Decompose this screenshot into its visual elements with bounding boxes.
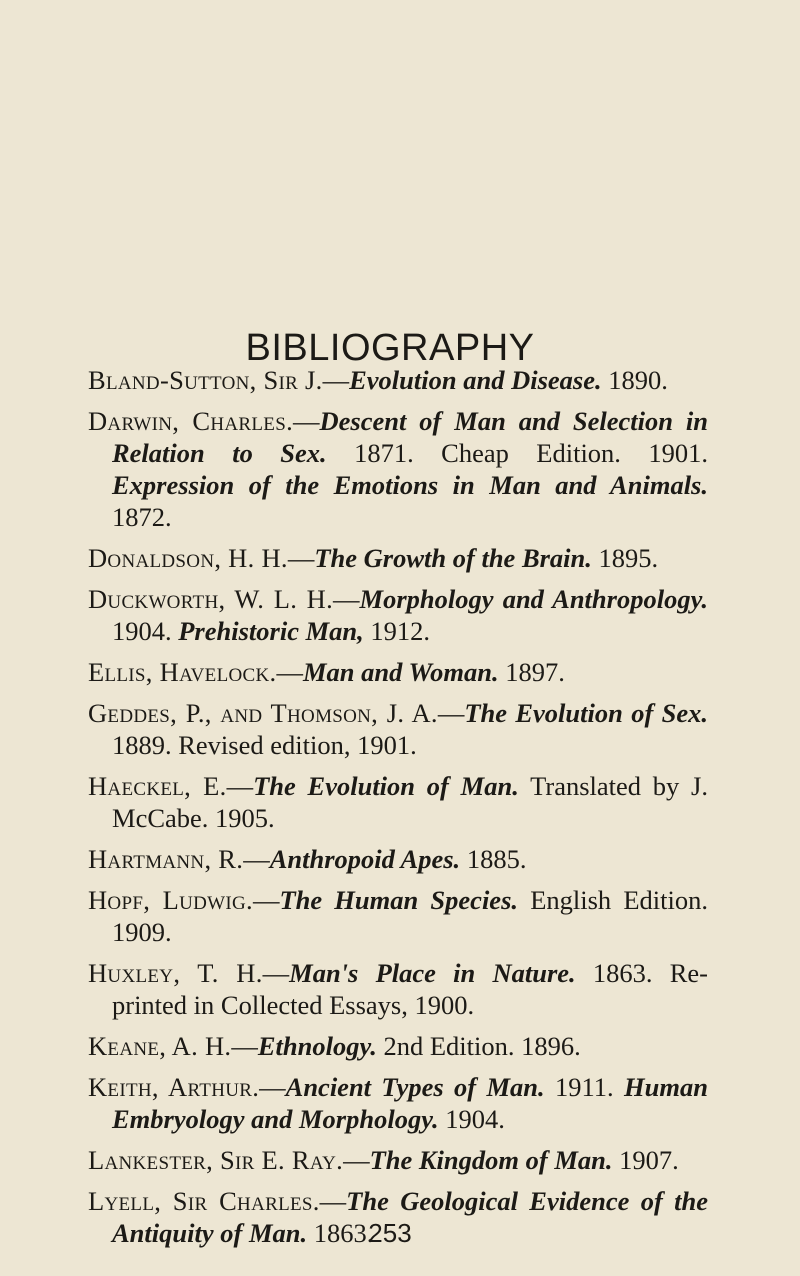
- em-dash-separator: [288, 543, 315, 573]
- entry-author: Huxley, T. H.: [88, 958, 263, 988]
- em-dash-separator: [276, 657, 303, 687]
- bibliography-entry: [88, 1030, 708, 1062]
- entry-title: The Evolution of Man.: [253, 771, 519, 801]
- entry-details: 1895.: [591, 543, 659, 573]
- entry-author: Bland-Sutton, Sir J.: [88, 365, 323, 395]
- entry-author: Geddes, P., and Thomson, J. A.: [88, 698, 438, 728]
- entry-details: 1885.: [460, 844, 527, 874]
- entry-title: Anthropoid Apes.: [269, 844, 461, 874]
- entry-title: Prehistoric Man,: [178, 616, 364, 646]
- entry-title: Descent of Man and Selection in Relation to Sex.: [112, 406, 708, 468]
- entry-author: Donaldson, H. H.: [88, 543, 288, 573]
- entry-author: Haeckel, E.: [88, 771, 227, 801]
- entry-author: Hopf, Ludwig.: [88, 885, 253, 915]
- entry-title: Ethnology.: [257, 1031, 377, 1061]
- entry-title: The Human Species.: [279, 885, 519, 915]
- entry-details: 1907.: [612, 1145, 679, 1175]
- em-dash-separator: [323, 365, 350, 395]
- entry-details: English Edition. 1909.: [112, 885, 708, 947]
- entry-title: The Evolution of Sex.: [464, 698, 708, 728]
- entry-title: Man and Woman.: [302, 657, 499, 687]
- page-heading: BIBLIOGRAPHY: [245, 327, 535, 370]
- entry-author: Duckworth, W. L. H.: [88, 584, 333, 614]
- em-dash-separator: [438, 698, 465, 728]
- bibliography-entry: [88, 405, 708, 533]
- bibliography-entry: [88, 957, 708, 1021]
- entry-details: 1863.: [307, 1218, 374, 1248]
- bibliography-entry: [88, 364, 708, 396]
- entry-details: 1904.: [438, 1104, 505, 1134]
- entry-title: Human Embryology and Morphology.: [112, 1072, 708, 1134]
- em-dash-separator: [227, 771, 254, 801]
- entry-title: Ancient Types of Man.: [285, 1072, 545, 1102]
- entry-title: The Geological Evidence of the Antiquity of Man.: [112, 1186, 708, 1248]
- bibliography-entry: [88, 843, 708, 875]
- entry-details: 2nd Edition. 1896.: [376, 1031, 581, 1061]
- entry-title: Expression of the Emotions in Man and Animals.: [112, 470, 708, 500]
- entry-title: The Growth of the Brain.: [314, 543, 592, 573]
- entry-author: Keith, Arthur.: [88, 1072, 260, 1102]
- em-dash-separator: [320, 1186, 347, 1216]
- em-dash-separator: [243, 844, 270, 874]
- em-dash-separator: [333, 584, 360, 614]
- entry-details: 1863. Re-printed in Collected Essays, 1900.: [112, 958, 708, 1020]
- bibliography-list: [88, 364, 708, 1258]
- em-dash-separator: [259, 1072, 286, 1102]
- entry-details: 1889. Revised edition, 1901.: [112, 730, 417, 760]
- entry-details: 1872.: [112, 502, 172, 532]
- entry-details: 1871. Cheap Edition. 1901.: [326, 438, 708, 468]
- em-dash-separator: [293, 406, 320, 436]
- bibliography-entry: [88, 656, 708, 688]
- entry-details: 1904.: [112, 616, 179, 646]
- bibliography-entry: [88, 1071, 708, 1135]
- entry-details: 1890.: [601, 365, 668, 395]
- em-dash-separator: [263, 958, 290, 988]
- entry-title: Morphology and Anthropology.: [359, 584, 708, 614]
- bibliography-entry: [88, 770, 708, 834]
- entry-author: Keane, A. H.: [88, 1031, 232, 1061]
- em-dash-separator: [231, 1031, 258, 1061]
- entry-author: Darwin, Charles.: [88, 406, 294, 436]
- entry-details: 1911.: [544, 1072, 625, 1102]
- entry-title: The Kingdom of Man.: [369, 1145, 613, 1175]
- em-dash-separator: [343, 1145, 370, 1175]
- entry-details: 1912.: [363, 616, 431, 646]
- entry-author: Ellis, Havelock.: [88, 657, 277, 687]
- entry-details: 1897.: [498, 657, 565, 687]
- entry-author: Lankester, Sir E. Ray.: [88, 1145, 344, 1175]
- bibliography-entry: [88, 542, 708, 574]
- entry-title: Evolution and Disease.: [349, 365, 602, 395]
- entry-author: Lyell, Sir Charles.: [88, 1186, 320, 1216]
- bibliography-entry: [88, 1144, 708, 1176]
- entry-details: Translated by J. McCabe. 1905.: [112, 771, 708, 833]
- bibliography-entry: [88, 884, 708, 948]
- em-dash-separator: [253, 885, 280, 915]
- page-number: 253: [368, 1218, 412, 1248]
- bibliography-entry: [88, 583, 708, 647]
- bibliography-entry: [88, 697, 708, 761]
- entry-title: Man's Place in Nature.: [289, 958, 576, 988]
- entry-author: Hartmann, R.: [88, 844, 244, 874]
